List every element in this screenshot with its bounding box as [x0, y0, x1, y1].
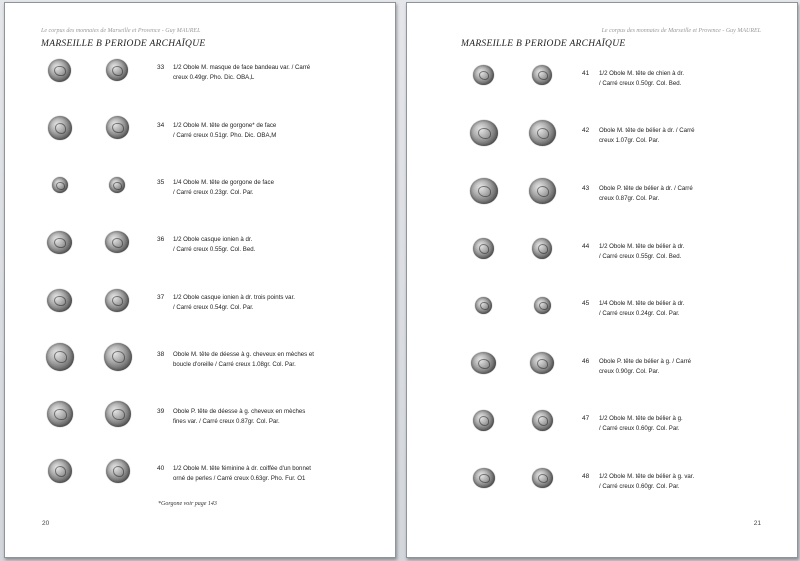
obverse-coin-image [475, 297, 492, 314]
reverse-coin-image [106, 459, 130, 483]
obverse-coin-image [473, 65, 494, 85]
coin-entry-41 [407, 60, 797, 100]
left-page [4, 2, 396, 558]
coin-description [173, 63, 333, 83]
description-line: 1/2 Obole M. tête de chien à dr. [599, 70, 685, 77]
description-line: / Carré creux 0.55gr. Col. Bed. [173, 246, 256, 253]
catalogue-number: 40 [157, 465, 165, 472]
obverse-coin-image [47, 401, 73, 427]
obverse-coin-image [473, 468, 495, 488]
page-number: 20 [42, 520, 50, 527]
reverse-coin-image [109, 177, 125, 193]
catalogue-number: 47 [582, 415, 590, 422]
footnote: *Gorgone voir page 143 [158, 501, 217, 507]
coin-entry-42 [407, 117, 797, 157]
running-head: Le corpus des monnaies de Marseille et Provence - Guy MAUREL [601, 28, 761, 34]
description-line: / Carré creux 0.24gr. Col. Par. [599, 310, 680, 317]
description-line: 1/2 Obole M. tête de bélier à g. var. [599, 473, 695, 480]
description-line: 1/2 Obole M. tête de bélier à dr. [599, 243, 685, 250]
reverse-coin-image [532, 410, 553, 431]
description-line: 1/4 Obole M. tête de bélier à dr. [599, 300, 685, 307]
catalogue-number: 46 [582, 358, 590, 365]
page-number: 21 [753, 520, 761, 527]
coin-entry-46 [407, 348, 797, 388]
catalogue-number: 34 [157, 122, 165, 129]
catalogue-number: 43 [582, 185, 590, 192]
catalogue-number: 42 [582, 127, 590, 134]
catalogue-number: 33 [157, 64, 165, 71]
coin-entry-47 [407, 405, 797, 445]
coin-description [599, 414, 739, 434]
description-line: creux 0.87gr. Col. Par. [599, 195, 660, 202]
coin-description [599, 472, 739, 492]
obverse-coin-image [52, 177, 68, 193]
obverse-coin-image [473, 238, 494, 259]
reverse-coin-image [105, 231, 129, 253]
description-line: boucle d'oreille / Carré creux 1.08gr. Col. Par. [173, 361, 296, 368]
description-line: / Carré creux 0.50gr. Col. Bed. [599, 80, 682, 87]
description-line: / Carré creux 0.60gr. Col. Par. [599, 425, 680, 432]
catalogue-number: 41 [582, 70, 590, 77]
reverse-coin-image [529, 178, 556, 204]
obverse-coin-image [48, 59, 71, 82]
obverse-coin-image [470, 120, 498, 146]
coin-entry-36 [5, 227, 395, 267]
obverse-coin-image [473, 410, 494, 431]
catalogue-number: 35 [157, 179, 165, 186]
coin-entry-37 [5, 285, 395, 325]
coin-description [599, 299, 739, 319]
coin-description [599, 184, 739, 204]
catalogue-number: 36 [157, 236, 165, 243]
right-page [406, 2, 798, 558]
reverse-coin-image [105, 289, 129, 312]
description-line: Obole P. tête de bélier à dr. / Carré [599, 185, 693, 192]
coin-entry-33 [5, 55, 395, 95]
coin-description [599, 357, 739, 377]
coin-description [173, 350, 333, 370]
description-line: / Carré creux 0.54gr. Col. Par. [173, 304, 254, 311]
description-line: fines var. / Carré creux 0.87gr. Col. Par. [173, 418, 280, 425]
description-line: / Carré creux 0.60gr. Col. Par. [599, 483, 680, 490]
reverse-coin-image [106, 116, 129, 139]
description-line: Obole M. tête de bélier à dr. / Carré [599, 127, 695, 134]
description-line: Obole P. tête de déesse à g. cheveux en mèches [173, 408, 306, 415]
obverse-coin-image [47, 289, 72, 312]
coin-entry-38 [5, 341, 395, 381]
reverse-coin-image [104, 343, 132, 371]
description-line: 1/2 Obole M. tête de bélier à g. [599, 415, 683, 422]
obverse-coin-image [46, 343, 74, 371]
catalogue-number: 39 [157, 408, 165, 415]
description-line: Obole M. tête de déesse à g. cheveux en mèches et [173, 351, 314, 358]
catalogue-number: 48 [582, 473, 590, 480]
coin-description [173, 235, 333, 255]
obverse-coin-image [48, 459, 72, 483]
description-line: 1/4 Obole M. tête de gorgone de face [173, 179, 274, 186]
coin-description [173, 464, 333, 484]
description-line: Obole P. tête de bélier à g. / Carré [599, 358, 692, 365]
reverse-coin-image [105, 401, 131, 427]
coin-entry-40 [5, 455, 395, 495]
description-line: 1/2 Obole M. tête de gorgone* de face [173, 122, 277, 129]
coin-description [599, 69, 739, 89]
running-head: Le corpus des monnaies de Marseille et Provence - Guy MAUREL [41, 28, 201, 34]
obverse-coin-image [471, 352, 496, 374]
reverse-coin-image [106, 59, 128, 81]
description-line: 1/2 Obole M. masque de face bandeau var. / Carré [173, 64, 311, 71]
coin-description [173, 178, 333, 198]
reverse-coin-image [532, 65, 552, 85]
catalogue-number: 37 [157, 294, 165, 301]
obverse-coin-image [47, 231, 72, 254]
coin-entry-35 [5, 170, 395, 210]
coin-description [173, 407, 333, 427]
catalogue-number: 44 [582, 243, 590, 250]
section-title: MARSEILLE B PERIODE ARCHAÏQUE [41, 39, 206, 49]
coin-entry-48 [407, 463, 797, 503]
description-line: / Carré creux 0.23gr. Col. Par. [173, 189, 254, 196]
description-line: / Carré creux 0.51gr. Pho. Dic. OBA,M [173, 132, 277, 139]
coin-entry-44 [407, 233, 797, 273]
description-line: creux 0.49gr. Pho. Dic. OBA,L [173, 74, 255, 81]
description-line: / Carré creux 0.55gr. Col. Bed. [599, 253, 682, 260]
description-line: creux 1.07gr. Col. Par. [599, 137, 660, 144]
coin-entry-45 [407, 290, 797, 330]
coin-description [599, 242, 739, 262]
coin-entry-39 [5, 398, 395, 438]
description-line: 1/2 Obole M. tête féminine à dr. coiffée d'un bonnet [173, 465, 311, 472]
coin-description [599, 126, 739, 146]
description-line: 1/2 Obole casque ionien à dr. trois points var. [173, 294, 295, 301]
obverse-coin-image [48, 116, 72, 140]
description-line: 1/2 Obole casque ionien à dr. [173, 236, 253, 243]
reverse-coin-image [534, 297, 551, 314]
coin-description [173, 293, 333, 313]
description-line: creux 0.90gr. Col. Par. [599, 368, 660, 375]
obverse-coin-image [470, 178, 498, 204]
reverse-coin-image [532, 238, 552, 259]
reverse-coin-image [529, 120, 556, 146]
section-title: MARSEILLE B PERIODE ARCHAÏQUE [461, 39, 626, 49]
catalogue-number: 45 [582, 300, 590, 307]
reverse-coin-image [530, 352, 554, 374]
coin-entry-43 [407, 175, 797, 215]
reverse-coin-image [532, 468, 553, 488]
coin-entry-34 [5, 113, 395, 153]
catalogue-number: 38 [157, 351, 165, 358]
coin-description [173, 121, 333, 141]
description-line: orné de perles / Carré creux 0.63gr. Pho. Fur. O1 [173, 475, 306, 482]
